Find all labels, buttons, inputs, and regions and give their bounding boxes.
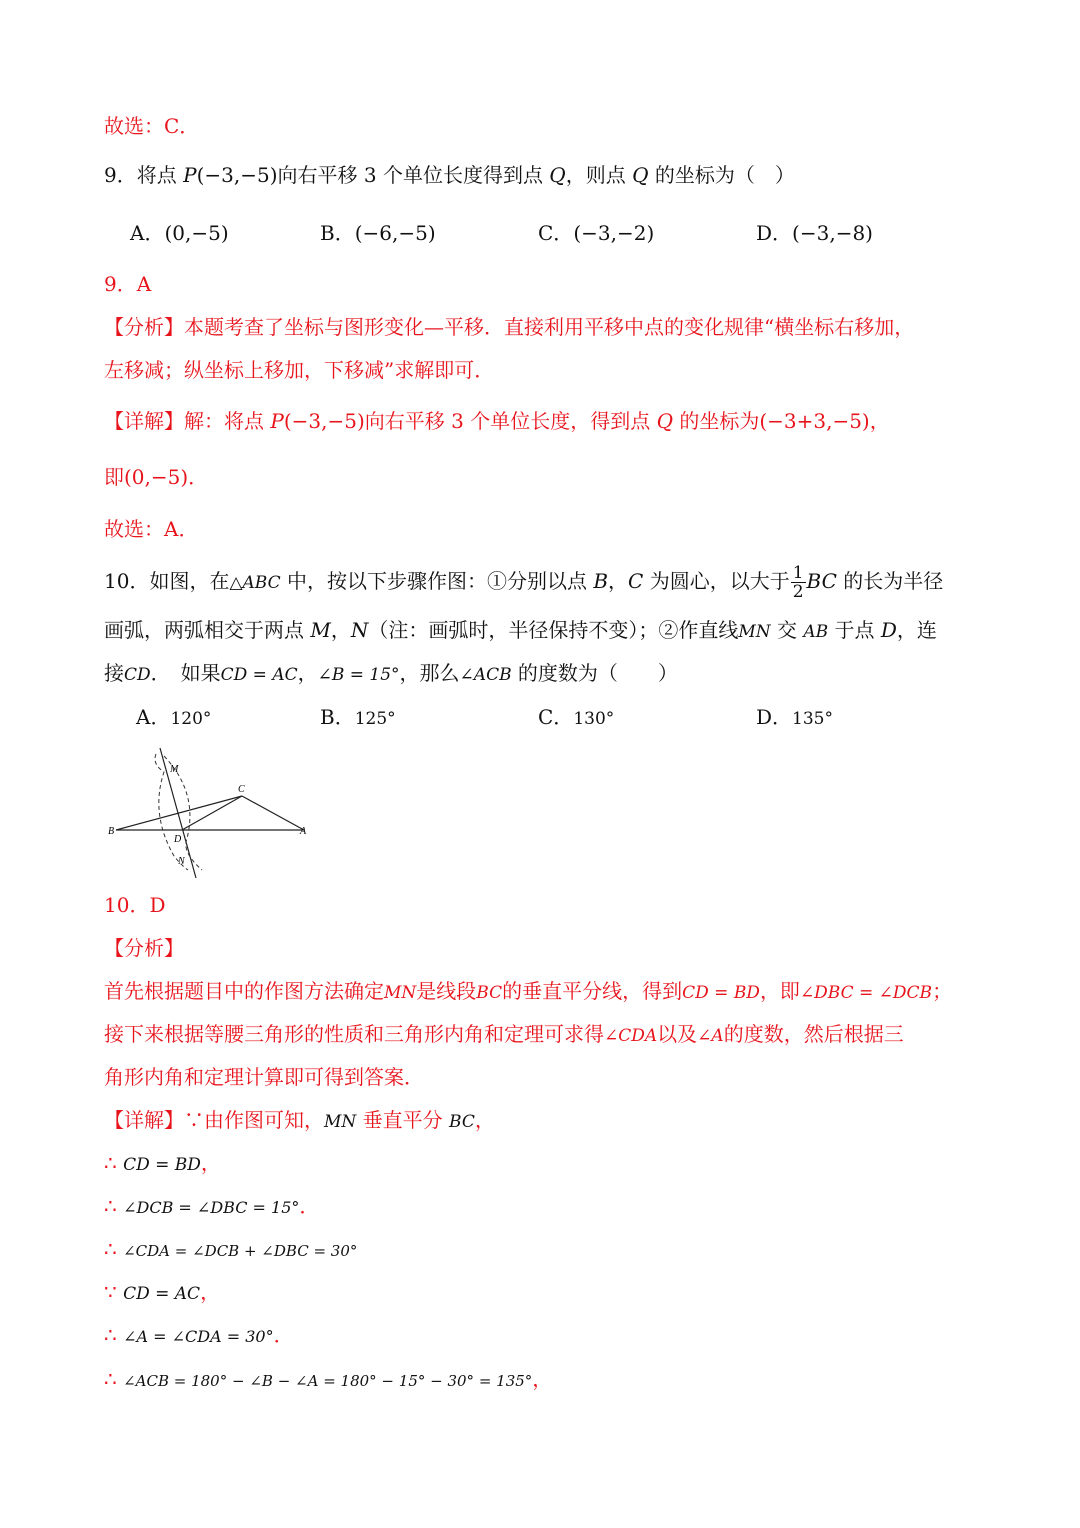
q10-analysis-line2: [104, 1019, 904, 1051]
option-value: 135°: [792, 709, 833, 729]
q9-option-d: [756, 218, 873, 248]
label-c: C: [238, 784, 245, 795]
option-letter: A．: [130, 221, 165, 245]
q10-segment-ab: AB: [803, 622, 829, 642]
q10-stem-prefix: 10．如图，在: [104, 569, 230, 593]
q10-step: [104, 1191, 319, 1223]
q9-point-p-coords: (−3,−5): [196, 163, 278, 187]
q9-detail-expr: (−3+3,−5): [759, 409, 870, 433]
q9-answer-choice: 故选：A．: [104, 517, 199, 541]
q9-detail-line2-expr: (0,−5): [124, 465, 189, 489]
q8-answer-choice: 故选：C．: [104, 114, 200, 138]
segment-cd: [182, 796, 242, 830]
q9-stem-suffix: 的坐标为（ ）: [648, 163, 795, 187]
step-end: ．: [273, 1323, 294, 1347]
q10-detail-tag: 【详解】: [104, 1108, 184, 1132]
q9-point-p: P: [183, 163, 197, 187]
option-value: (−6,−5): [354, 221, 436, 245]
label-a: A: [300, 826, 307, 837]
q9-stem-mid: 向右平移 3 个单位长度得到点: [277, 163, 550, 187]
option-value: 130°: [573, 709, 615, 729]
q9-analysis-tag: 【分析】: [104, 315, 184, 339]
q10-comma: ，: [608, 569, 629, 593]
fraction-numerator: 1: [792, 563, 804, 583]
step-expression: ∠DCB = ∠DBC = 15°: [123, 1198, 300, 1217]
option-letter: D．: [756, 705, 793, 729]
q9-point-q: Q: [549, 163, 566, 187]
q10-point-m: M: [310, 618, 331, 642]
step-end: ，: [200, 1151, 221, 1175]
detail-intro-bc: BC: [449, 1112, 475, 1132]
option-value: (0,−5): [164, 221, 229, 245]
analysis-text4: ，即: [759, 979, 800, 1003]
analysis2-text3: 的度数，然后根据三: [723, 1022, 904, 1046]
step-expression: ∠ACB = 180° − ∠B − ∠A = 180° − 15° − 30° = 135°: [123, 1372, 533, 1390]
q10-point-d: D: [880, 618, 897, 642]
step-symbol: ∴: [104, 1194, 124, 1218]
step-symbol: ∴: [104, 1151, 124, 1175]
q10-stem3-text4: ，那么: [399, 661, 460, 685]
q10-target-angle: ∠ACB: [459, 665, 512, 685]
q10-option-a: [136, 702, 211, 734]
detail-intro-mn: MN: [324, 1112, 357, 1132]
q9-stem-mid2: ，则点: [565, 163, 633, 187]
q10-step: [104, 1234, 357, 1266]
step-end: ，: [532, 1367, 553, 1391]
option-letter: C．: [538, 705, 574, 729]
segment-bc: [116, 796, 242, 830]
q9-detail-mid2: 的坐标为: [672, 409, 760, 433]
option-value: (−3,−2): [573, 221, 655, 245]
step-expression: CD = AC: [123, 1284, 201, 1304]
q9-analysis-line1: [104, 312, 914, 342]
q10-option-d: [756, 702, 833, 734]
q10-point-b: B: [593, 569, 609, 593]
q9-option-b: [320, 218, 436, 248]
step-symbol: ∴: [104, 1367, 124, 1391]
q9-detail-tag: 【详解】: [104, 409, 184, 433]
q10-stem-text2: 为圆心，以大于: [643, 569, 790, 593]
q10-stem2-text2: （注：画弧时，半径保持不变）；②作直线: [368, 618, 739, 642]
q10-stem2-text1: 画弧，两弧相交于两点: [104, 618, 311, 642]
q9-answer: 9．A: [104, 272, 152, 296]
label-b: B: [108, 826, 115, 837]
q9-detail-line1: [104, 406, 890, 436]
analysis-eq2: ∠DBC = ∠DCB: [799, 983, 933, 1003]
q10-stem-text1: 中，按以下步骤作图：①分别以点: [280, 569, 594, 593]
analysis2-text1: 接下来根据等腰三角形的性质和三角形内角和定理可求得: [104, 1022, 604, 1046]
q10-stem2-text3: 交: [770, 618, 804, 642]
q9-stem-prefix: 9．将点: [104, 163, 184, 187]
analysis2-text2: 以及: [657, 1022, 698, 1046]
q10-condition-angle-b: ∠B = 15°: [317, 665, 400, 685]
q10-detail-intro: [104, 1105, 495, 1137]
option-letter: D．: [756, 221, 793, 245]
q10-condition-cd-ac: CD = AC: [220, 665, 298, 685]
option-value: 120°: [170, 709, 212, 729]
step-expression: ∠CDA = ∠DCB + ∠DBC = 30°: [123, 1242, 358, 1260]
option-letter: A．: [136, 705, 171, 729]
q10-stem3-text5: 的度数为（ ）: [511, 661, 678, 685]
q9-detail-point-q: Q: [656, 409, 673, 433]
q10-stem-line3: [104, 658, 678, 690]
q10-option-c: [538, 702, 614, 734]
q9-option-c: [538, 218, 654, 248]
q9-detail-line2-prefix: 即: [104, 465, 124, 489]
q10-stem-line1: [104, 564, 943, 601]
analysis-mn: MN: [384, 983, 417, 1003]
q9-point-q2: Q: [632, 163, 649, 187]
q10-step: [104, 1364, 552, 1396]
option-letter: B．: [320, 705, 355, 729]
q9-analysis-text1: 本题考查了坐标与图形变化—平移．直接利用平移中点的变化规律“横坐标右移加，: [184, 315, 915, 339]
q10-option-b: [320, 702, 396, 734]
q10-step: [104, 1320, 294, 1352]
step-end: ，: [200, 1280, 221, 1304]
analysis-text1: 首先根据题目中的作图方法确定: [104, 979, 384, 1003]
analysis-text3: 的垂直平分线，得到: [502, 979, 683, 1003]
q9-option-a: [130, 218, 229, 248]
q9-detail-line2-end: ．: [188, 465, 209, 489]
q9-stem: [104, 160, 795, 190]
q10-triangle: △ABC: [229, 573, 281, 593]
q10-stem3-text1: 接: [104, 661, 124, 685]
analysis-text5: ；: [932, 979, 953, 1003]
q10-stem2-text4: 于点: [828, 618, 881, 642]
fraction-denominator: 2: [792, 582, 804, 602]
q10-line-mn: MN: [738, 622, 771, 642]
q9-detail-point-p: P: [270, 409, 284, 433]
q10-fraction: [791, 564, 806, 601]
step-symbol: ∴: [104, 1323, 124, 1347]
q10-stem-line2: [104, 615, 937, 647]
step-expression: CD = BD: [123, 1155, 201, 1175]
q10-stem3-text2: ． 如果: [150, 661, 221, 685]
q10-analysis-tag: 【分析】: [104, 936, 184, 960]
q9-detail-p-coords: (−3,−5): [283, 409, 365, 433]
q10-step: [104, 1148, 221, 1180]
q10-stem2-comma: ，: [330, 618, 351, 642]
analysis-text2: 是线段: [416, 979, 477, 1003]
detail-intro-text2: 垂直平分: [356, 1108, 450, 1132]
q9-detail-mid: 向右平移 3 个单位长度，得到点: [364, 409, 657, 433]
option-letter: C．: [538, 221, 574, 245]
q10-step: [104, 1277, 220, 1309]
option-value: (−3,−8): [792, 221, 873, 245]
q10-answer: 10．D: [104, 893, 166, 917]
detail-intro-end: ，: [474, 1108, 495, 1132]
option-letter: B．: [320, 221, 355, 245]
q10-geometry-figure: [100, 744, 320, 884]
q10-segment-bc: BC: [806, 569, 837, 593]
analysis2-a: ∠A: [697, 1026, 724, 1046]
q9-detail-line2: [104, 462, 208, 492]
label-m: M: [170, 764, 179, 775]
label-d: D: [174, 834, 182, 845]
analysis2-cda: ∠CDA: [604, 1026, 658, 1046]
step-symbol: ∵: [104, 1280, 124, 1304]
q10-stem3-text3: ，: [297, 661, 318, 685]
q9-detail-end: ，: [869, 409, 890, 433]
q10-point-n: N: [350, 618, 369, 642]
q9-detail-prefix: 解：将点: [184, 409, 271, 433]
q10-stem-text3: 的长为半径: [836, 569, 944, 593]
q10-point-c: C: [628, 569, 644, 593]
q9-analysis-line2: 左移减；纵坐标上移加，下移减”求解即可．: [104, 358, 495, 382]
q10-segment-cd: CD: [124, 665, 151, 685]
label-n: N: [178, 856, 185, 867]
analysis-bc: BC: [476, 983, 503, 1003]
segment-ca: [242, 796, 304, 830]
detail-intro-text: ∵由作图可知，: [184, 1108, 324, 1132]
step-symbol: ∴: [104, 1237, 124, 1261]
q10-analysis-line1: [104, 976, 952, 1008]
option-value: 125°: [354, 709, 396, 729]
q10-analysis-line3: 角形内角和定理计算即可得到答案．: [104, 1065, 424, 1089]
step-end: ．: [299, 1194, 320, 1218]
analysis-eq1: CD = BD: [682, 983, 760, 1003]
step-expression: ∠A = ∠CDA = 30°: [123, 1327, 274, 1346]
q10-stem2-text5: ，连: [896, 618, 937, 642]
